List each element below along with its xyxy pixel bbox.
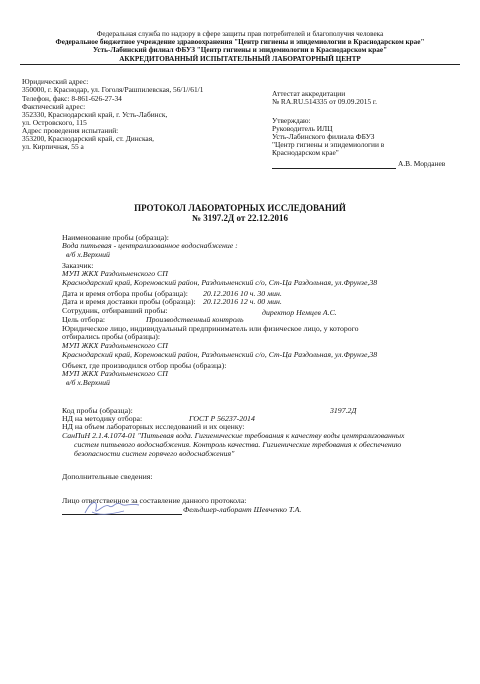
sample-code-value: 3197.2Д (330, 406, 357, 415)
protocol-number: № 3197.2Д от 22.12.2016 (191, 213, 289, 223)
sampler-value: директор Немцев А.С. (262, 308, 337, 317)
delivery-datetime-value: 20.12.2016 12 ч. 00 мин. (203, 297, 282, 306)
scope-value-3: безопасности систем горячего водоснабжения" (74, 449, 235, 458)
scope-value-2: систем питьевого водоснабжения. Контроль качества. Гигиенические требования к обеспечению (74, 440, 402, 449)
approval-label: Утверждаю: (272, 116, 311, 125)
delivery-datetime-label: Дата и время доставки пробы (образца): (62, 297, 196, 306)
actual-address-value-1: 352330, Краснодарский край, г. Усть-Лабинск, (22, 110, 168, 119)
entity-value-1: МУП ЖКХ Раздольненского СП (62, 341, 168, 350)
accreditation-label: Аттестат аккредитации (272, 89, 346, 98)
purpose-value: Производственный контроль (146, 315, 244, 324)
actual-address-label: Фактический адрес: (22, 102, 86, 111)
branch-line: Усть-Лабинский филиал ФБУЗ "Центр гигиены и эпидемиологии в Краснодарском крае" (92, 46, 388, 54)
header-divider (20, 64, 460, 65)
research-address-label: Адрес проведения испытаний: (22, 126, 119, 135)
approver-title-1: Руководитель ИЛЦ (272, 124, 333, 133)
object-label: Объект, где производился отбор пробы (образца): (62, 361, 227, 370)
scope-value-1: СанПиН 2.1.4.1074-01 "Питьевая вода. Гигиенические требования к качеству воды централизованных (62, 431, 405, 440)
approver-title-4: Краснодарском крае" (272, 148, 339, 157)
legal-address-label: Юридический адрес: (22, 77, 89, 86)
approver-signature-line (272, 168, 396, 169)
handwritten-signature (82, 494, 142, 520)
phone-fax: Телефон, факс: 8-861-626-27-34 (22, 94, 122, 103)
responsible-label: Лицо ответственное за составление данного протокола: (62, 496, 247, 505)
scope-label: НД на объем лабораторных исследований и их оценку: (62, 422, 245, 431)
legal-address-value: 350000, г. Краснодар, ул. Гоголя/Рашпилевская, 56/1//61/1 (22, 85, 204, 94)
accreditation-number: № RA.RU.514335 от 09.09.2015 г. (272, 97, 377, 106)
customer-label: Заказчик: (62, 261, 94, 270)
customer-value-1: МУП ЖКХ Раздольненского СП (62, 269, 168, 278)
sampling-datetime-label: Дата и время отбора пробы (образца): (62, 289, 188, 298)
customer-value-2: Краснодарский край, Кореновский район, Раздольненский с/о, Ст-Ца Раздольная, ул.Фрунзе,38 (62, 278, 378, 287)
additional-info-label: Дополнительные сведения: (62, 472, 153, 481)
approver-title-2: Усть-Лабинского филиала ФБУЗ (272, 132, 375, 141)
responsible-value: Фельдшер-лаборант Шевченко Т.А. (183, 505, 302, 514)
sampler-label: Сотрудник, отбиравший пробы: (62, 306, 168, 315)
research-address-value-2: ул. Кирпичная, 55 а (22, 142, 84, 151)
sampling-datetime-value: 20.12.2016 10 ч. 30 мин. (203, 289, 282, 298)
center-line: АККРЕДИТОВАННЫЙ ИСПЫТАТЕЛЬНЫЙ ЛАБОРАТОРНЫЙ ЦЕНТР (119, 55, 361, 63)
sampling-method-value: ГОСТ Р 56237-2014 (189, 414, 255, 423)
entity-value-2: Краснодарский край, Кореновский район, Раздольненский с/о, Ст-Ца Раздольная, ул.Фрунзе,38 (62, 350, 378, 359)
object-value-2: в/б х.Верхний (66, 378, 110, 387)
sampling-method-label: НД на методику отбора: (62, 414, 143, 423)
approver-title-3: "Центр гигиены и эпидемиологии в (272, 140, 385, 149)
approver-name: А.В. Морданев (398, 159, 446, 168)
object-value-1: МУП ЖКХ Раздольненского СП (62, 369, 168, 378)
entity-label-1: Юридическое лицо, индивидуальный предприниматель или физическое лицо, у которого (62, 324, 359, 333)
institution-line: Федеральное бюджетное учреждение здравоохранения "Центр гигиены и эпидемиологии в Краснодарском крае" (55, 38, 425, 46)
research-address-value-1: 353200, Краснодарский край, ст. Динская, (22, 134, 154, 143)
actual-address-value-2: ул. Островского, 115 (22, 118, 87, 127)
sample-name-label: Наименование пробы (образца): (62, 233, 169, 242)
purpose-label: Цель отбора: (62, 315, 106, 324)
entity-label-2: отбирались пробы (образцы): (62, 332, 160, 341)
sample-name-value-1: Вода питьевая - централизованное водоснабжение : (62, 241, 238, 250)
sample-code-label: Код пробы (образца): (62, 406, 133, 415)
agency-line: Федеральная служба по надзору в сфере защиты прав потребителей и благополучия человека (96, 30, 384, 38)
protocol-title: ПРОТОКОЛ ЛАБОРАТОРНЫХ ИССЛЕДОВАНИЙ (134, 203, 346, 213)
sample-name-value-2: в/б х.Верхний (66, 250, 110, 259)
